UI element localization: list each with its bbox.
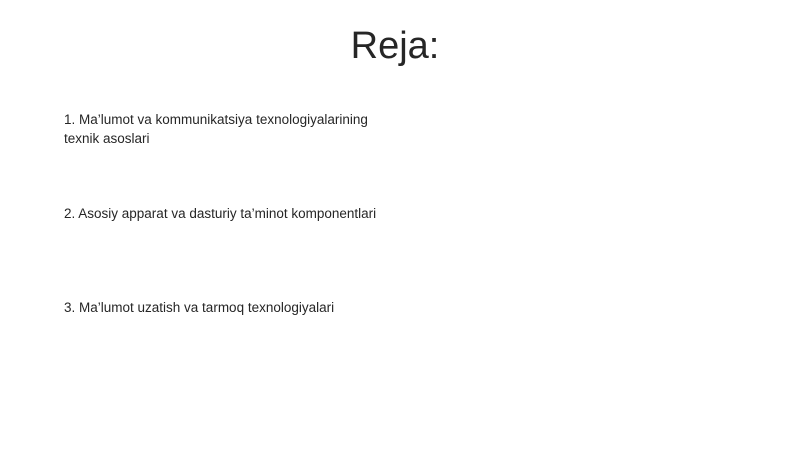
plan-item-3: 3. Ma’lumot uzatish va tarmoq texnologiyalari — [64, 300, 335, 315]
plan-item-1: 1. Ma’lumot va kommunikatsiya texnologiyalarining texnik asoslari — [64, 112, 368, 146]
slide-title: Reja: — [350, 25, 440, 67]
plan-item-2: 2. Asosiy apparat va dasturiy ta’minot komponentlari — [64, 206, 377, 221]
